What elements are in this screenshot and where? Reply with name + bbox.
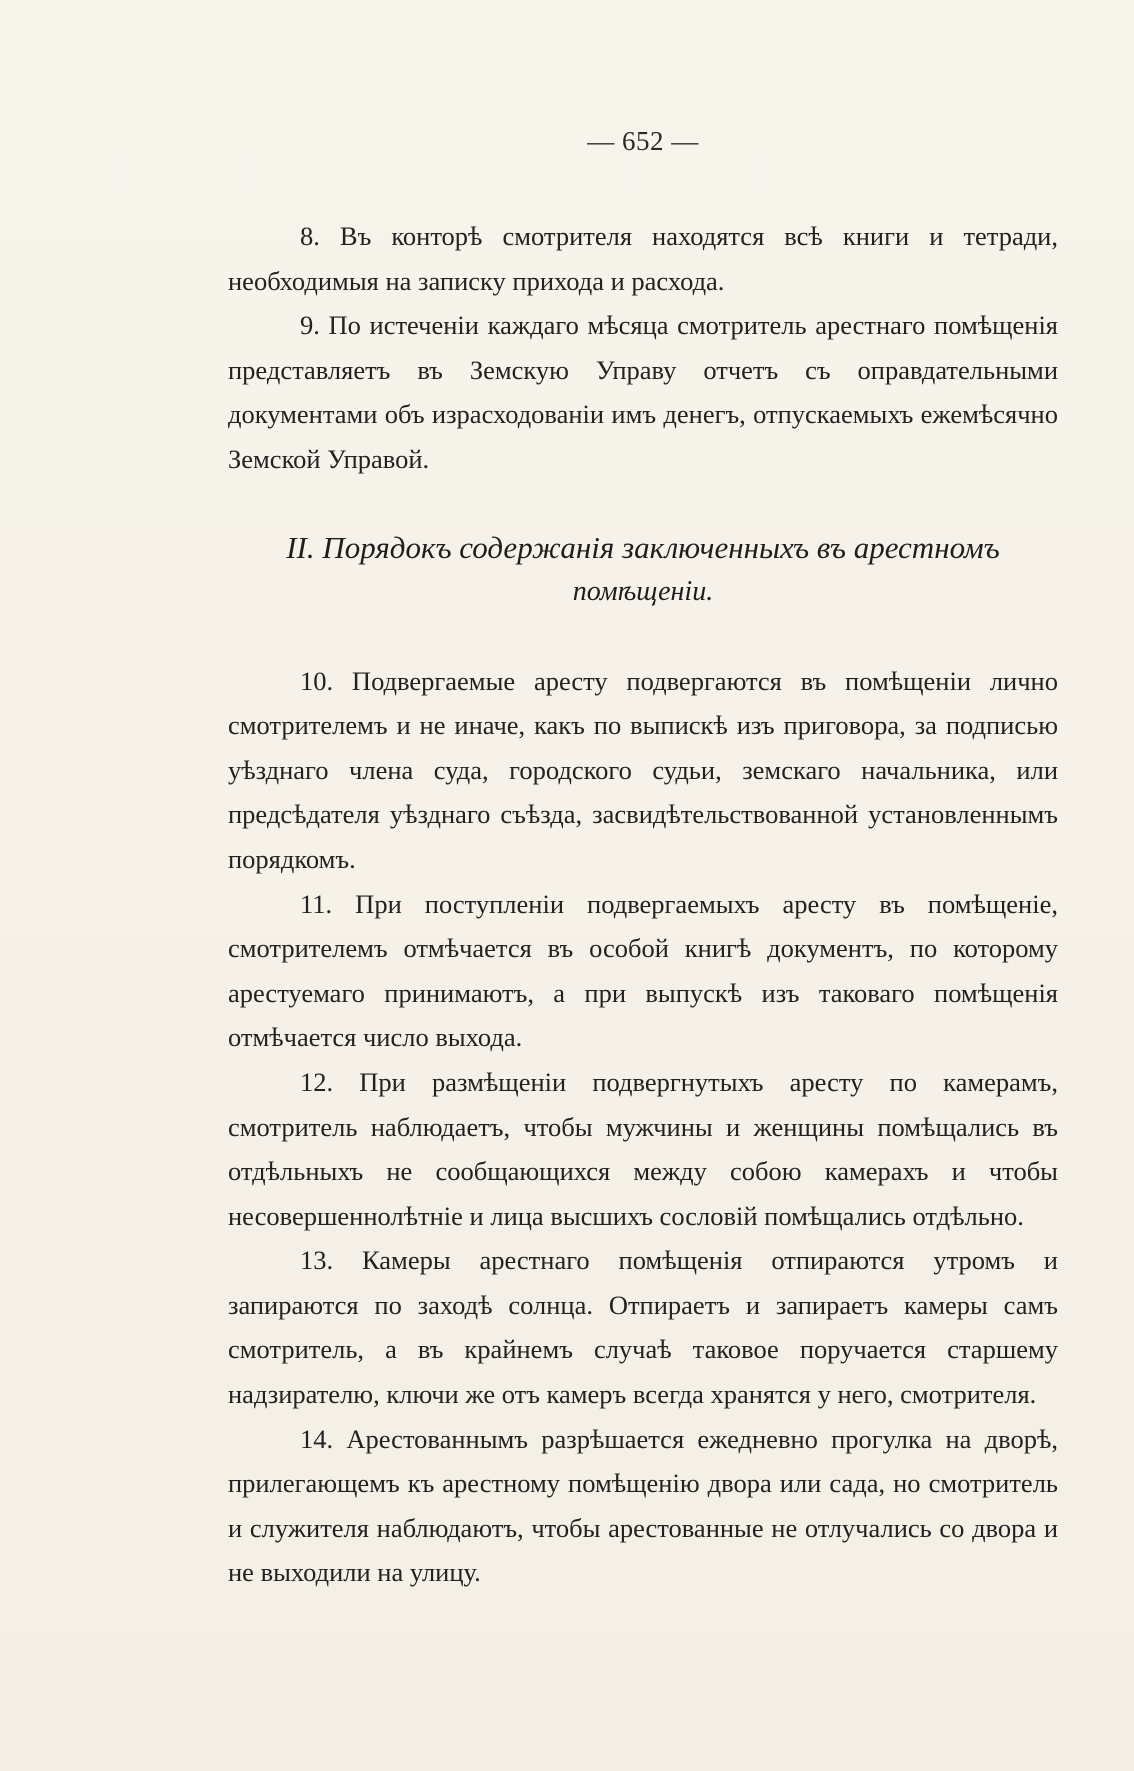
- paragraph-9: 9. По истеченіи каждаго мѣсяца смотритель арестнаго помѣщенія представляетъ въ Земскую Управу отчетъ съ оправдательными документами объ израсходованіи имъ денегъ, отпускаемыхъ ежемѣсячно Земской Управой.: [228, 310, 1058, 474]
- paragraph-14: 14. Арестованнымъ разрѣшается ежедневно прогулка на дворѣ, прилегающемъ къ арестному помѣщенію двора или сада, но смотритель и служителя наблюдаютъ, чтобы арестованные не отлучались со двора и не выходили на улицу.: [228, 1423, 1058, 1588]
- paragraph-10: 10. Подвергаемые аресту подвергаются въ помѣщеніи лично смотрителемъ и не иначе, какъ по выпискѣ изъ приговора, за подписью уѣзднаго члена суда, городского судьи, земскаго начальника, или предсѣдателя уѣзднаго съѣзда, засвидѣтельствованной установленнымъ порядкомъ.: [228, 665, 1058, 874]
- paragraph-8: 8. Въ конторѣ смотрителя находятся всѣ книги и тетради, необходимыя на записку прихода и расхода.: [228, 221, 1058, 296]
- paragraph-13: 13. Камеры арестнаго помѣщенія отпираются утромъ и запираются по заходѣ солнца. Отпираетъ и запираетъ камеры самъ смотритель, а въ крайнемъ случаѣ таковое поручается старшему надзирателю, ключи же отъ камеръ всегда хранятся у него, смотрителя.: [228, 1245, 1058, 1410]
- paragraph-11: 11. При поступленіи подвергаемыхъ аресту въ помѣщеніе, смотрителемъ отмѣчается въ особой книгѣ документъ, по которому арестуемаго принимаютъ, а при выпускѣ изъ таковаго помѣщенія отмѣчается число выхода.: [228, 888, 1058, 1053]
- section-heading: [228, 526, 1058, 614]
- section-heading-line-2: помѣщеніи.: [572, 575, 714, 607]
- heading-spacer: [228, 651, 1062, 659]
- page-number: — 652 —: [587, 126, 699, 156]
- paragraph-12: 12. При размѣщеніи подвергнутыхъ аресту по камерамъ, смотритель наблюдаетъ, чтобы мужчины и женщины помѣщались въ отдѣльныхъ не сообщающихся между собою камерахъ и чтобы несовершеннолѣтніе и лица высшихъ сословій помѣщались отдѣльно.: [228, 1066, 1058, 1231]
- section-heading-line-1: II. Порядокъ содержанія заключенныхъ въ арестномъ: [286, 529, 1000, 565]
